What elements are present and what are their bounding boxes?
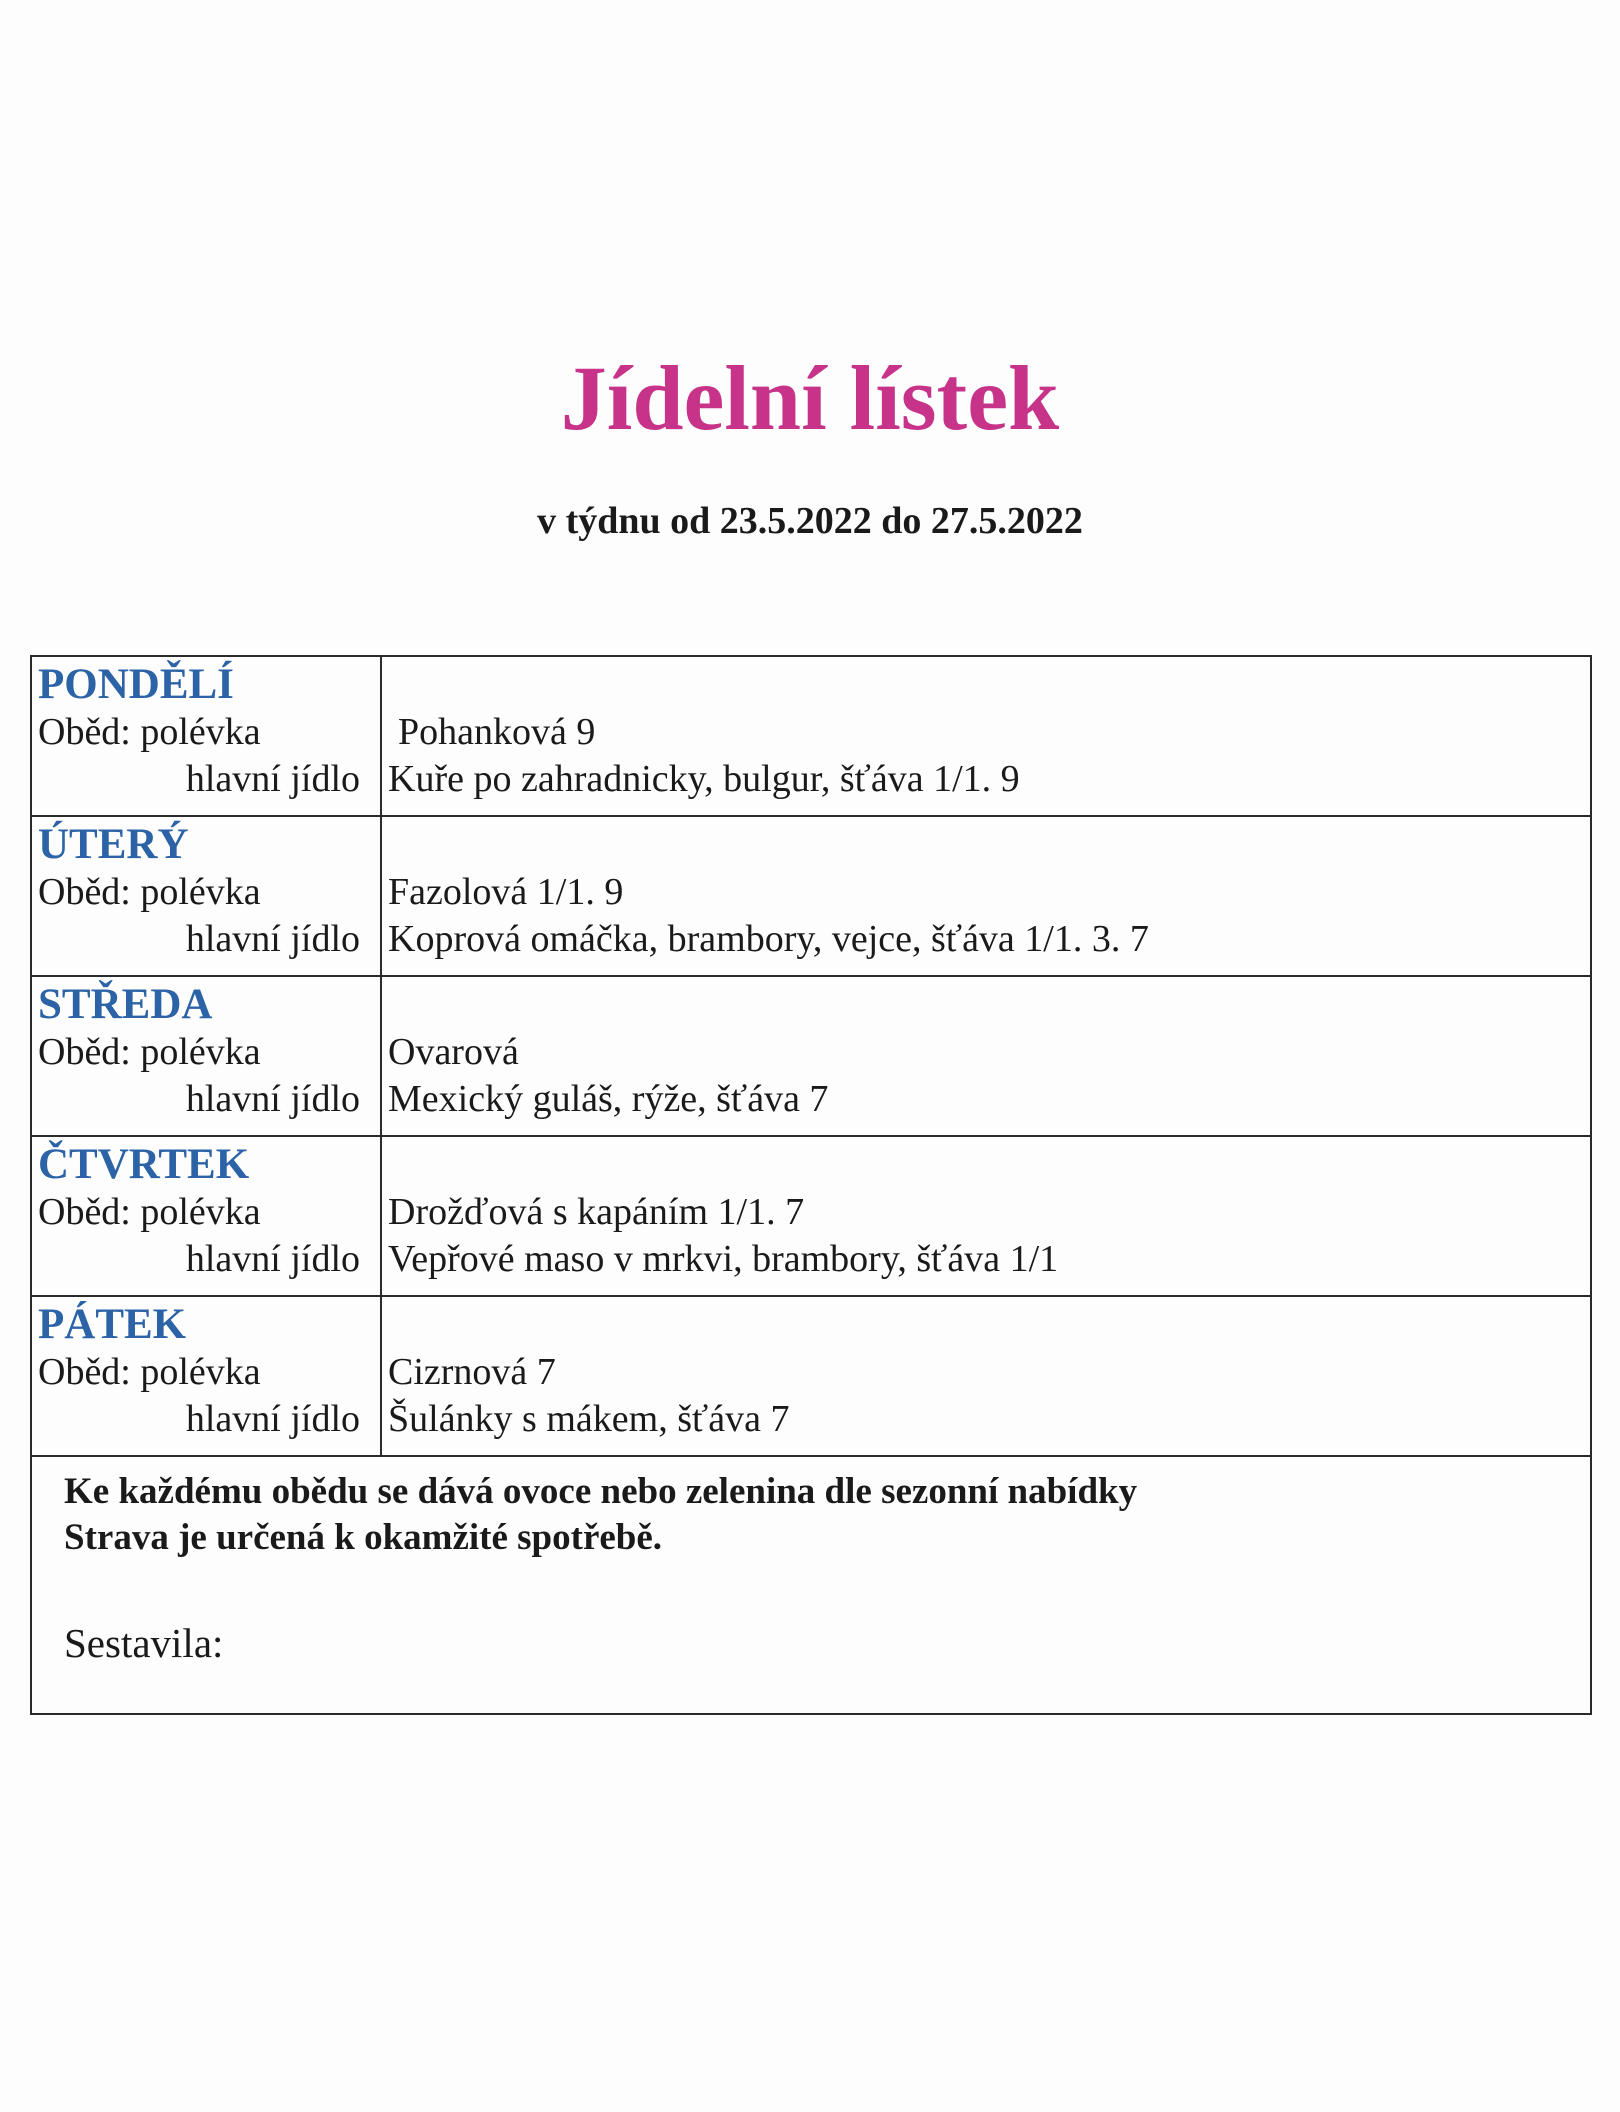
day-row-thursday — [32, 1137, 1590, 1297]
consumption-note: Strava je určená k okamžité spotřebě. — [64, 1517, 663, 1558]
fruit-note: Ke každému obědu se dává ovoce nebo zelenina dle sezonní nabídky — [64, 1471, 1138, 1512]
soup-label: Oběd: polévka — [38, 711, 261, 753]
day-row-monday — [32, 657, 1590, 817]
soup-label: Oběd: polévka — [38, 871, 261, 913]
page-title: Jídelní lístek — [560, 347, 1060, 449]
main-dish-label: hlavní jídlo — [185, 758, 360, 800]
day-label-cell — [32, 817, 382, 975]
day-label-cell — [32, 657, 382, 815]
day-row-wednesday — [32, 977, 1590, 1137]
main-dish-label: hlavní jídlo — [185, 1238, 360, 1280]
day-label-cell — [32, 1297, 382, 1455]
day-name: PÁTEK — [38, 1301, 187, 1348]
day-name: STŘEDA — [38, 981, 213, 1028]
day-row-friday — [32, 1297, 1590, 1457]
main-dish-value: Šulánky s mákem, šťáva 7 — [388, 1398, 790, 1440]
week-range: v týdnu od 23.5.2022 do 27.5.2022 — [537, 500, 1083, 542]
day-name: PONDĚLÍ — [38, 661, 234, 708]
day-label-cell — [32, 977, 382, 1135]
day-row-tuesday — [32, 817, 1590, 977]
main-dish-value: Koprová omáčka, brambory, vejce, šťáva 1/1. 3. 7 — [388, 918, 1149, 960]
soup-value: Cizrnová 7 — [388, 1351, 556, 1393]
menu-table — [30, 655, 1592, 1715]
compiled-by-label: Sestavila: — [64, 1620, 224, 1666]
soup-value: Pohanková 9 — [398, 711, 596, 753]
soup-value: Ovarová — [388, 1031, 519, 1073]
main-dish-label: hlavní jídlo — [185, 1078, 360, 1120]
soup-label: Oběd: polévka — [38, 1191, 261, 1233]
main-dish-label: hlavní jídlo — [185, 1398, 360, 1440]
main-dish-label: hlavní jídlo — [185, 918, 360, 960]
main-dish-value: Kuře po zahradnicky, bulgur, šťáva 1/1. 9 — [388, 758, 1020, 800]
main-dish-value: Vepřové maso v mrkvi, brambory, šťáva 1/1 — [388, 1238, 1059, 1280]
day-name: ČTVRTEK — [38, 1141, 250, 1188]
day-label-cell — [32, 1137, 382, 1295]
soup-label: Oběd: polévka — [38, 1351, 261, 1393]
soup-value: Fazolová 1/1. 9 — [388, 871, 624, 913]
day-name: ÚTERÝ — [38, 821, 189, 868]
footer-cell — [32, 1457, 1590, 1713]
main-dish-value: Mexický guláš, rýže, šťáva 7 — [388, 1078, 829, 1120]
soup-value: Drožďová s kapáním 1/1. 7 — [388, 1191, 805, 1233]
soup-label: Oběd: polévka — [38, 1031, 261, 1073]
